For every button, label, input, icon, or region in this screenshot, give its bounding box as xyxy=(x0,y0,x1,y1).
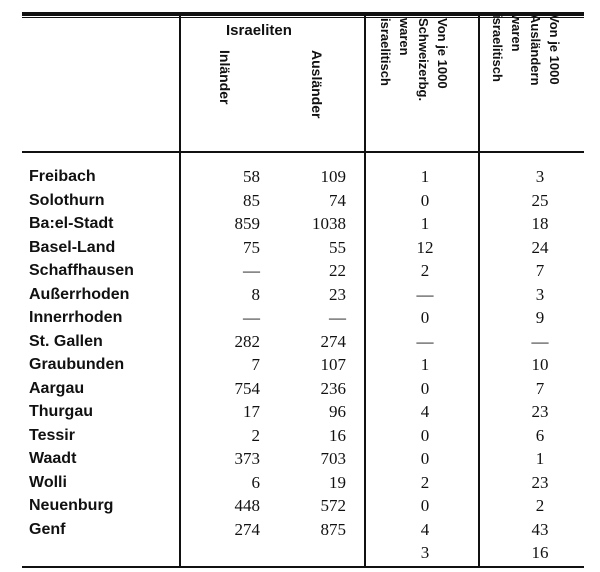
cell-auslaender: 19 xyxy=(329,473,346,492)
cell-per1000-foreign: 23 xyxy=(531,402,549,421)
row-label: Wolli xyxy=(29,474,67,491)
cell-auslaender: 74 xyxy=(329,191,346,210)
row-label: Aargau xyxy=(29,380,85,397)
row-label: Solothurn xyxy=(29,192,105,209)
cell-per1000-foreign: — xyxy=(531,332,549,351)
israeliten-group-header: Israeliten xyxy=(226,22,292,39)
cell-per1000-swiss: 0 xyxy=(420,449,430,468)
cell-per1000-foreign: 2 xyxy=(535,496,545,515)
cell-inlaender: 7 xyxy=(251,355,260,374)
row-label: Innerrhoden xyxy=(29,309,123,326)
cell-auslaender: 107 xyxy=(320,355,346,374)
row-label: Graubunden xyxy=(29,356,125,373)
cell-auslaender: 23 xyxy=(329,285,346,304)
cell-per1000-swiss: — xyxy=(416,332,434,351)
cell-per1000-foreign: 10 xyxy=(531,355,549,374)
cell-per1000-swiss: 0 xyxy=(420,379,430,398)
row-label: Thurgau xyxy=(29,403,93,420)
cell-per1000-foreign: 43 xyxy=(531,520,549,539)
cell-per1000-foreign: 1 xyxy=(535,449,545,468)
cell-per1000-swiss: 1 xyxy=(420,355,430,374)
cell-auslaender: 22 xyxy=(329,261,346,280)
row-label: Basel-Land xyxy=(29,239,116,256)
cell-per1000-swiss: 2 xyxy=(420,473,430,492)
cell-inlaender: 274 xyxy=(234,520,260,539)
header-bottom-rule xyxy=(22,151,584,153)
cell-auslaender: 572 xyxy=(320,496,346,515)
cell-auslaender: 1038 xyxy=(312,214,346,233)
cell-auslaender: 703 xyxy=(320,449,346,468)
bottom-rule xyxy=(22,566,584,568)
cell-inlaender: 754 xyxy=(234,379,260,398)
column-rule-3 xyxy=(478,16,480,568)
cell-per1000-foreign: 24 xyxy=(531,238,549,257)
cell-per1000-swiss: 4 xyxy=(420,520,430,539)
row-label: Genf xyxy=(29,521,66,538)
row-label: Freibach xyxy=(29,168,96,185)
cell-per1000-swiss: 0 xyxy=(420,308,430,327)
cell-auslaender: 109 xyxy=(320,167,346,186)
cell-inlaender: 75 xyxy=(243,238,260,257)
row-label: Neuenburg xyxy=(29,497,114,514)
row-label: Ba:el-Stadt xyxy=(29,215,114,232)
cell-auslaender: 96 xyxy=(329,402,346,421)
cell-per1000-swiss: 2 xyxy=(420,261,430,280)
cell-per1000-swiss: 0 xyxy=(420,191,430,210)
cell-inlaender: 8 xyxy=(251,285,260,304)
cell-auslaender: 55 xyxy=(329,238,346,257)
cell-inlaender: 85 xyxy=(243,191,260,210)
cell-per1000-swiss: 1 xyxy=(420,214,430,233)
row-label: Waadt xyxy=(29,450,77,467)
cell-inlaender: 448 xyxy=(234,496,260,515)
extra-value-col3: 3 xyxy=(420,543,430,562)
cell-per1000-swiss: 0 xyxy=(420,426,430,445)
column-rule-1 xyxy=(179,16,181,568)
cell-inlaender: — xyxy=(243,261,260,280)
cell-per1000-swiss: 12 xyxy=(416,238,434,257)
cell-per1000-swiss: 4 xyxy=(420,402,430,421)
cell-auslaender: 875 xyxy=(320,520,346,539)
cell-inlaender: 859 xyxy=(234,214,260,233)
cell-inlaender: — xyxy=(243,308,260,327)
extra-value-col4: 16 xyxy=(531,543,549,562)
cell-auslaender: — xyxy=(329,308,346,327)
row-label: Tessir xyxy=(29,427,75,444)
row-label: Schaffhausen xyxy=(29,262,134,279)
cell-per1000-foreign: 25 xyxy=(531,191,549,210)
row-label: Außerrhoden xyxy=(29,286,130,303)
cell-inlaender: 6 xyxy=(251,473,260,492)
cell-auslaender: 274 xyxy=(320,332,346,351)
cell-per1000-foreign: 9 xyxy=(535,308,545,327)
cell-auslaender: 236 xyxy=(320,379,346,398)
cell-inlaender: 2 xyxy=(251,426,260,445)
row-label: St. Gallen xyxy=(29,333,103,350)
column-rule-2 xyxy=(364,16,366,568)
col-per1000-foreign-header: Von je 1000 Ausländern waren israelitisch xyxy=(490,14,562,86)
cell-per1000-swiss: — xyxy=(416,285,434,304)
cell-auslaender: 16 xyxy=(329,426,346,445)
cell-per1000-foreign: 18 xyxy=(531,214,549,233)
cell-inlaender: 373 xyxy=(234,449,260,468)
cell-per1000-foreign: 23 xyxy=(531,473,549,492)
cell-per1000-swiss: 0 xyxy=(420,496,430,515)
cell-per1000-foreign: 3 xyxy=(535,285,545,304)
cell-inlaender: 17 xyxy=(243,402,260,421)
cell-per1000-foreign: 3 xyxy=(535,167,545,186)
col-auslaender-header: Ausländer xyxy=(309,50,325,119)
cell-per1000-foreign: 6 xyxy=(535,426,545,445)
cell-per1000-swiss: 1 xyxy=(420,167,430,186)
cell-per1000-foreign: 7 xyxy=(535,379,545,398)
cell-inlaender: 282 xyxy=(234,332,260,351)
cell-per1000-foreign: 7 xyxy=(535,261,545,280)
col-inlaender-header: Inländer xyxy=(217,50,233,105)
cell-inlaender: 58 xyxy=(243,167,260,186)
col-per1000-swiss-header: Von je 1000 Schweizerbg. waren israelitisch xyxy=(378,18,450,102)
